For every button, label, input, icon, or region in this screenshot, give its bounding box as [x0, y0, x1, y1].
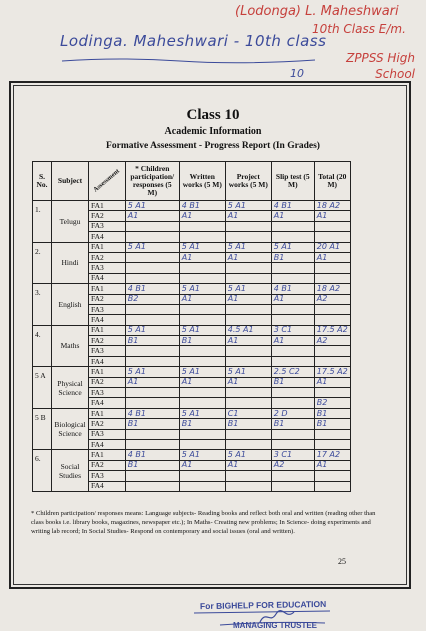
table-row	[33, 408, 351, 418]
mark-cell: 5 A1	[179, 325, 225, 335]
subject-cell: English	[52, 284, 89, 326]
assessment-cell: FA3	[89, 388, 126, 398]
mark-cell	[225, 471, 271, 481]
assessment-cell: FA3	[89, 471, 126, 481]
assessment-cell: FA4	[89, 356, 126, 366]
mark-cell	[179, 263, 225, 273]
sno-cell: 6.	[33, 450, 52, 492]
assessment-cell: FA4	[89, 439, 126, 449]
mark-cell	[125, 221, 179, 231]
mark-cell: A1	[179, 377, 225, 387]
mark-cell	[314, 471, 350, 481]
mark-cell	[225, 429, 271, 439]
mark-cell	[225, 273, 271, 283]
mark-cell	[271, 429, 314, 439]
mark-cell	[314, 263, 350, 273]
mark-cell: 2.5 C2	[271, 367, 314, 377]
mark-cell	[125, 356, 179, 366]
assessment-cell: FA3	[89, 346, 126, 356]
mark-cell: 5 A1	[225, 450, 271, 460]
mark-cell: A2	[314, 294, 350, 304]
mark-cell: 5 A1	[271, 242, 314, 252]
mark-cell	[271, 388, 314, 398]
mark-cell	[271, 221, 314, 231]
mark-cell: 4 B1	[271, 284, 314, 294]
mark-cell	[271, 273, 314, 283]
mark-cell: 18 A2	[314, 284, 350, 294]
mark-cell: 2 D	[271, 408, 314, 418]
assessment-cell: FA1	[89, 325, 126, 335]
mark-cell	[179, 346, 225, 356]
assessment-cell: FA4	[89, 273, 126, 283]
mark-cell	[125, 273, 179, 283]
mark-cell	[225, 232, 271, 242]
assessment-cell: FA2	[89, 294, 126, 304]
mark-cell: 5 A1	[179, 450, 225, 460]
assessment-cell: FA2	[89, 419, 126, 429]
mark-cell	[125, 232, 179, 242]
mark-cell	[271, 481, 314, 491]
mark-cell: 17.5 A2	[314, 325, 350, 335]
mark-cell: B1	[179, 419, 225, 429]
mark-cell	[271, 315, 314, 325]
assessment-cell: FA1	[89, 242, 126, 252]
mark-cell: A1	[179, 294, 225, 304]
mark-cell: 18 A2	[314, 201, 350, 211]
mark-cell	[314, 221, 350, 231]
mark-cell: 5 A1	[179, 242, 225, 252]
mark-cell: A2	[271, 460, 314, 470]
progress-report-table	[32, 161, 351, 492]
mark-cell: B1	[225, 419, 271, 429]
assessment-cell: FA3	[89, 263, 126, 273]
signature	[258, 608, 298, 626]
mark-cell: 4 B1	[125, 284, 179, 294]
sno-cell: 4.	[33, 325, 52, 367]
sno-cell: 5 B	[33, 408, 52, 450]
mark-cell	[225, 221, 271, 231]
header-slip-test: Slip test (5 M)	[271, 162, 314, 201]
header-written: Written works (5 M)	[179, 162, 225, 201]
mark-cell	[271, 232, 314, 242]
class-title: Class 10	[186, 107, 240, 123]
mark-cell: B2	[125, 294, 179, 304]
mark-cell: A1	[225, 336, 271, 346]
header-participation: * Children participation/ responses (5 M)	[125, 162, 179, 201]
mark-cell	[125, 263, 179, 273]
mark-cell	[125, 346, 179, 356]
assessment-cell: FA4	[89, 232, 126, 242]
table-row	[33, 242, 351, 252]
mark-cell	[314, 232, 350, 242]
mark-cell	[314, 356, 350, 366]
mark-cell	[179, 439, 225, 449]
mark-cell: B1	[271, 377, 314, 387]
page-number: 25	[338, 557, 346, 566]
stamp-organization: For BIGHELP FOR EDUCATION	[199, 598, 327, 612]
mark-cell: 20 A1	[314, 242, 350, 252]
handwritten-ten: 10	[290, 67, 304, 80]
mark-cell	[179, 388, 225, 398]
sno-cell: 1.	[33, 201, 52, 243]
table-row	[33, 284, 351, 294]
mark-cell: 5 A1	[125, 242, 179, 252]
assessment-cell: FA4	[89, 481, 126, 491]
header-assessment: Assessment	[89, 162, 126, 201]
stamp-title: MANAGING TRUSTEE	[233, 621, 317, 630]
mark-cell: A1	[314, 211, 350, 221]
handwritten-name-top-right: (Lodonga) L. Maheshwari	[235, 4, 399, 19]
mark-cell: A1	[179, 460, 225, 470]
mark-cell: A1	[314, 377, 350, 387]
mark-cell: A1	[225, 377, 271, 387]
assessment-cell: FA2	[89, 377, 126, 387]
table-row	[33, 367, 351, 377]
mark-cell: C1	[225, 408, 271, 418]
assessment-cell: FA3	[89, 304, 126, 314]
mark-cell	[271, 398, 314, 408]
mark-cell	[179, 356, 225, 366]
mark-cell	[271, 304, 314, 314]
mark-cell: A1	[314, 252, 350, 262]
mark-cell: B1	[125, 336, 179, 346]
handwritten-class-top-right: 10th Class E/m.	[312, 22, 406, 36]
table-row	[33, 450, 351, 460]
mark-cell: 5 A1	[125, 367, 179, 377]
header-project: Project works (5 M)	[225, 162, 271, 201]
mark-cell	[314, 346, 350, 356]
mark-cell: A1	[271, 336, 314, 346]
subject-cell: Hindi	[52, 242, 89, 284]
mark-cell: B1	[314, 408, 350, 418]
mark-cell: A1	[125, 377, 179, 387]
mark-cell	[179, 481, 225, 491]
mark-cell	[179, 273, 225, 283]
mark-cell: 4 B1	[125, 408, 179, 418]
mark-cell	[271, 471, 314, 481]
mark-cell	[314, 388, 350, 398]
mark-cell: 5 A1	[225, 284, 271, 294]
mark-cell	[225, 388, 271, 398]
mark-cell: B1	[271, 419, 314, 429]
mark-cell: A1	[314, 460, 350, 470]
sno-cell: 2.	[33, 242, 52, 284]
subject-cell: Maths	[52, 325, 89, 367]
mark-cell	[179, 398, 225, 408]
mark-cell	[125, 481, 179, 491]
mark-cell: 4 B1	[271, 201, 314, 211]
mark-cell	[225, 346, 271, 356]
mark-cell: 4.5 A1	[225, 325, 271, 335]
mark-cell: B1	[314, 419, 350, 429]
mark-cell	[314, 304, 350, 314]
mark-cell: A2	[314, 336, 350, 346]
mark-cell	[271, 439, 314, 449]
table-row	[33, 201, 351, 211]
mark-cell: B1	[125, 460, 179, 470]
mark-cell	[179, 471, 225, 481]
mark-cell	[179, 304, 225, 314]
table-row	[33, 325, 351, 335]
mark-cell: 5 A1	[179, 367, 225, 377]
mark-cell	[225, 398, 271, 408]
mark-cell	[314, 315, 350, 325]
mark-cell: 5 A1	[225, 201, 271, 211]
mark-cell	[179, 221, 225, 231]
mark-cell: 5 A1	[179, 284, 225, 294]
mark-cell: B1	[271, 252, 314, 262]
subject-cell: Biological Science	[52, 408, 89, 450]
mark-cell: A1	[125, 211, 179, 221]
report-title: Formative Assessment - Progress Report (In Grades)	[106, 141, 320, 151]
mark-cell	[314, 481, 350, 491]
mark-cell: 17.5 A2	[314, 367, 350, 377]
mark-cell	[125, 429, 179, 439]
mark-cell: 5 A1	[225, 367, 271, 377]
assessment-cell: FA1	[89, 450, 126, 460]
handwritten-name-top-left: Lodinga. Maheshwari - 10th class	[60, 32, 327, 50]
mark-cell: A1	[179, 252, 225, 262]
subject-cell: Telugu	[52, 201, 89, 243]
mark-cell	[225, 481, 271, 491]
mark-cell	[179, 315, 225, 325]
mark-cell	[225, 304, 271, 314]
header-sno: S. No.	[33, 162, 52, 201]
mark-cell: A1	[225, 211, 271, 221]
header-subject: Subject	[52, 162, 89, 201]
mark-cell: 5 A1	[225, 242, 271, 252]
mark-cell: 4 B1	[125, 450, 179, 460]
mark-cell	[179, 429, 225, 439]
mark-cell	[125, 388, 179, 398]
mark-cell	[271, 356, 314, 366]
mark-cell	[271, 346, 314, 356]
assessment-cell: FA2	[89, 460, 126, 470]
mark-cell: 3 C1	[271, 325, 314, 335]
mark-cell	[179, 232, 225, 242]
mark-cell	[314, 439, 350, 449]
mark-cell	[314, 273, 350, 283]
assessment-cell: FA1	[89, 284, 126, 294]
mark-cell	[314, 429, 350, 439]
sno-cell: 3.	[33, 284, 52, 326]
mark-cell: A1	[225, 294, 271, 304]
handwritten-school: ZPPSS High School	[346, 51, 415, 81]
mark-cell: B1	[125, 419, 179, 429]
assessment-cell: FA3	[89, 221, 126, 231]
mark-cell	[225, 439, 271, 449]
handwritten-underline	[60, 56, 320, 64]
sno-cell: 5 A	[33, 367, 52, 409]
assessment-cell: FA4	[89, 315, 126, 325]
mark-cell: 3 C1	[271, 450, 314, 460]
mark-cell	[125, 439, 179, 449]
mark-cell	[125, 315, 179, 325]
subject-cell: Physical Science	[52, 367, 89, 409]
mark-cell	[125, 304, 179, 314]
header-total: Total (20 M)	[314, 162, 350, 201]
footnote: * Children participation/ responses means: Language subjects- Reading books and reflect both oral and written (reading other than class books i.e. library books, magazines, newspaper etc.); In Maths- Creating new problems; In Science- doing experiments and writing lab record; In Social Studies- Respond on contemporary and social issues (oral and written).	[31, 510, 376, 535]
mark-cell: 5 A1	[125, 325, 179, 335]
subject-cell: Social Studies	[52, 450, 89, 492]
mark-cell: 5 A1	[125, 201, 179, 211]
assessment-cell: FA4	[89, 398, 126, 408]
mark-cell: 17 A2	[314, 450, 350, 460]
mark-cell	[125, 471, 179, 481]
assessment-cell: FA2	[89, 252, 126, 262]
mark-cell	[271, 263, 314, 273]
mark-cell: B1	[179, 336, 225, 346]
mark-cell: 4 B1	[179, 201, 225, 211]
section-title: Academic Information	[164, 126, 262, 137]
assessment-cell: FA1	[89, 408, 126, 418]
assessment-cell: FA2	[89, 211, 126, 221]
mark-cell	[225, 356, 271, 366]
mark-cell	[225, 263, 271, 273]
mark-cell: A1	[179, 211, 225, 221]
mark-cell	[225, 315, 271, 325]
mark-cell: B2	[314, 398, 350, 408]
mark-cell: A1	[271, 211, 314, 221]
assessment-cell: FA1	[89, 367, 126, 377]
mark-cell: A1	[271, 294, 314, 304]
mark-cell: 5 A1	[179, 408, 225, 418]
assessment-cell: FA3	[89, 429, 126, 439]
mark-cell	[125, 398, 179, 408]
mark-cell	[125, 252, 179, 262]
mark-cell: A1	[225, 460, 271, 470]
mark-cell: A1	[225, 252, 271, 262]
assessment-cell: FA2	[89, 336, 126, 346]
assessment-cell: FA1	[89, 201, 126, 211]
